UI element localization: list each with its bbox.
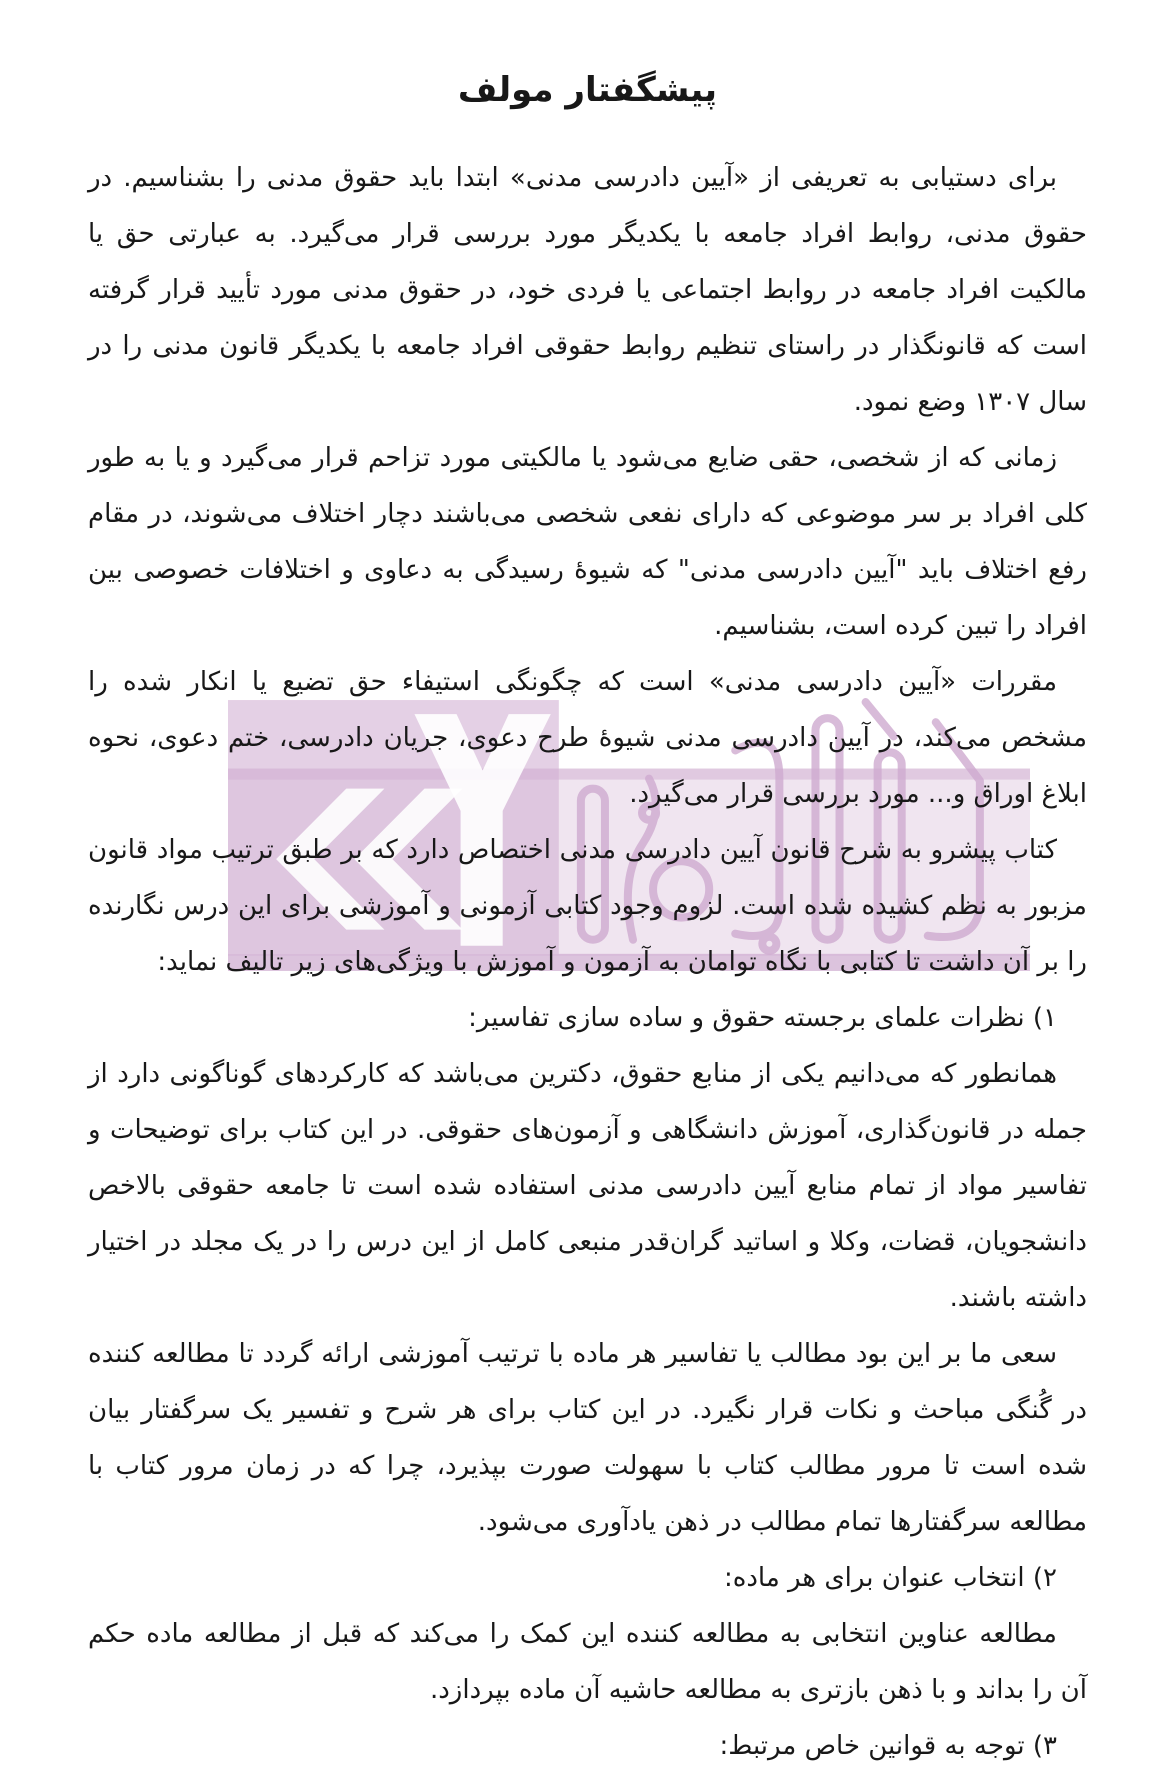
list-item-3-heading: ۳) توجه به قوانین خاص مرتبط:	[719, 1731, 1057, 1761]
paragraph-doctrine-sources: همانطور که می‌دانیم یکی از منابع حقوق، دکترین می‌باشد که کارکردهای گوناگونی دارد از جمله در قانون‌گذاری، آموزش دانشگاهی و آزمون‌های حقوقی. در این کتاب برای توضیحات و تفاسیر مواد از تمام منابع آیین دادرسی مدنی استفاده شده است تا جامعه حقوقی بالاخص دانشجویان، قضات، وکلا و اساتید گران‌قدر منبعی کامل از این درس را در یک مجلد در اختیار داشته باشند.	[88, 1059, 1087, 1313]
paragraph-educational-order: سعی ما بر این بود مطالب یا تفاسیر هر ماده با ترتیب آموزشی ارائه گردد تا مطالعه کننده در گُنگی مباحث و نکات قرار نگیرد. در این کتاب برای هر شرح و تفسیر یک سرگفتار بیان شده است تا مرور مطالب کتاب با سهولت صورت بپذیرد، چرا که در زمان مرور کتاب با مطالعه سرگفتارها تمام مطالب در ذهن یادآوری می‌شود.	[88, 1339, 1087, 1537]
paragraph-article-titles: مطالعه عناوین انتخابی به مطالعه کننده این کمک را می‌کند که قبل از مطالعه ماده حکم آن را بداند و با ذهن بازتری به مطالعه حاشیه آن ماده بپردازد.	[88, 1619, 1087, 1705]
list-item-1-heading: ۱) نظرات علمای برجسته حقوق و ساده سازی تفاسیر:	[468, 1003, 1057, 1033]
paragraph-dispute-resolution: زمانی که از شخصی، حقی ضایع می‌شود یا مالکیتی مورد تزاحم قرار می‌گیرد و یا به طور کلی افراد بر سر موضوعی که دارای نفعی شخصی می‌باشند دچار اختلاف می‌شوند، در مقام رفع اختلاف باید "آیین دادرسی مدنی" که شیوهٔ رسیدگی به دعاوی و اختلافات خصوصی بین افراد را تبین کرده است، بشناسیم.	[88, 443, 1087, 641]
list-item-2-heading: ۲) انتخاب عنوان برای هر ماده:	[723, 1563, 1057, 1593]
paragraph-book-purpose: کتاب پیشرو به شرح قانون آیین دادرسی مدنی اختصاص دارد که بر طبق ترتیب مواد قانون مزبور به نظم کشیده شده است. لزوم وجود کتابی آزمونی و آموزشی برای این درس نگارنده را بر آن داشت تا کتابی با نگاه توامان به آزمون و آموزش با ویژگی‌های زیر تالیف نماید:	[88, 835, 1087, 977]
paragraph-intro-civil-law: برای دستیابی به تعریفی از «آیین دادرسی مدنی» ابتدا باید حقوق مدنی را بشناسیم. در حقوق مدنی، روابط افراد جامعه با یکدیگر مورد بررسی قرار می‌گیرد. به عبارتی حق یا مالکیت افراد جامعه در روابط اجتماعی یا فردی خود، در حقوق مدنی مورد تأیید قرار گرفته است که قانونگذار در راستای تنظیم روابط حقوقی افراد جامعه با یکدیگر قانون مدنی را در سال ۱۳۰۷ وضع نمود.	[88, 163, 1087, 417]
page-title: پیشگفتار مولف	[457, 70, 718, 110]
paragraph-procedure-regulations: مقررات «آیین دادرسی مدنی» است که چگونگی استیفاء حق تضیع یا انکار شده را مشخص می‌کند، در آیین دادرسی مدنی شیوهٔ طرح دعوی، جریان دادرسی، ختم دعوی، نحوه ابلاغ اوراق و... مورد بررسی قرار می‌گیرد.	[88, 667, 1087, 809]
